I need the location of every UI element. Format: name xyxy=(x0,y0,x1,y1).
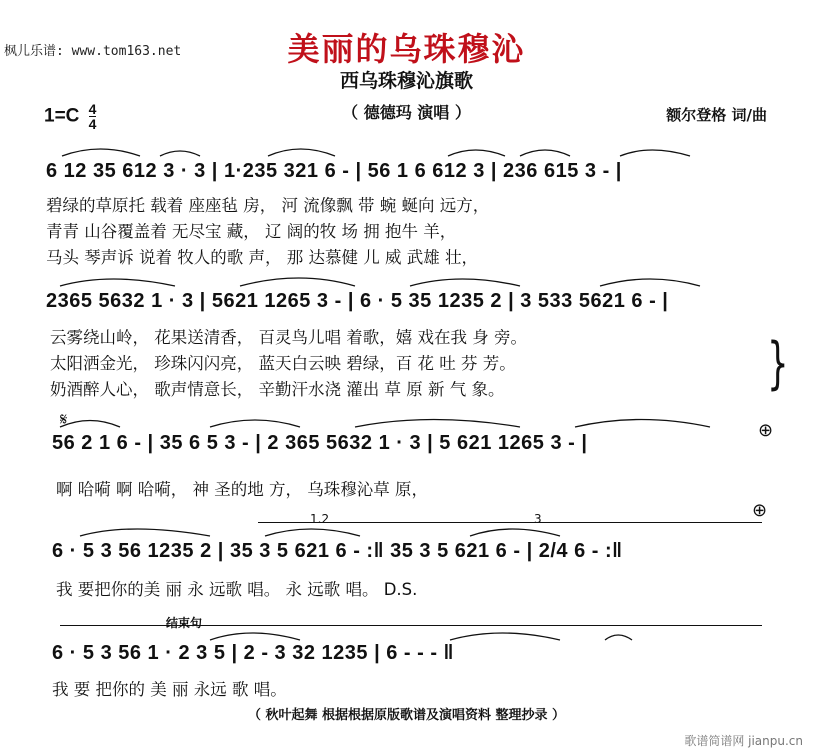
time-sig-bottom: 4 xyxy=(88,116,97,132)
source-label: 枫儿乐谱: www.tom163.net xyxy=(4,44,182,59)
song-title: 美丽的乌珠穆沁 xyxy=(287,30,526,68)
volta-1-2: 1.2 xyxy=(310,512,330,526)
lyrics-row-2-verse-2: 太阳洒金光， 珍珠闪闪亮， 蓝天白云映 碧绿，百 花 吐 芬 芳。 xyxy=(50,354,516,373)
notes-row-1: 6 12 35 612 3 · 3 | 1·235 321 6 - | 56 1 6 612 3 | 236 615 3 - | xyxy=(46,160,622,182)
ending-label: 结束句 xyxy=(166,616,203,630)
key-label: 1=C xyxy=(44,105,80,127)
watermark: 歌谱简谱网 jianpu.cn xyxy=(684,734,803,748)
verse-brace: } xyxy=(767,331,789,396)
song-subtitle: 西乌珠穆沁旗歌 xyxy=(339,70,473,92)
lyrics-row-4: 我 要把你的美 丽 永 远歌 唱。 永 远歌 唱。 D.S. xyxy=(56,580,418,599)
notes-row-2: 2365 5632 1 · 3 | 5621 1265 3 - | 6 · 5 35 1235 2 | 3 533 5621 6 - | xyxy=(46,290,669,312)
transcription-note: （ 秋叶起舞 根据根据原版歌谱及演唱资料 整理抄录 ） xyxy=(247,708,566,723)
composer-credit: 额尔登格 词/曲 xyxy=(666,106,767,124)
segno-icon: 𝄋 xyxy=(60,410,68,430)
singer-credit: （ 德德玛 演唱 ） xyxy=(342,103,471,122)
volta-line-2 xyxy=(462,522,762,523)
lyrics-row-2-verse-3: 奶酒醉人心， 歌声情意长， 辛勤汗水浇 灌出 草 原 新 气 象。 xyxy=(50,380,505,399)
lyrics-row-1-verse-2: 青青 山谷覆盖着 无尽宝 藏， 辽 阔的牧 场 拥 抱牛 羊， xyxy=(46,222,457,241)
notes-row-5: 6 · 5 3 56 1 · 2 3 5 | 2 - 3 32 1235 | 6 - - - ‖ xyxy=(52,642,455,664)
lyrics-row-1-verse-3: 马头 琴声诉 说着 牧人的歌 声， 那 达慕健 儿 威 武雄 壮， xyxy=(46,248,478,267)
volta-3: 3 xyxy=(534,512,542,526)
notes-row-4: 6 · 5 3 56 1235 2 | 35 3 5 621 6 - :‖ 35 3 5 621 6 - | 2/4 6 - :‖ xyxy=(52,540,623,562)
time-sig-top: 4 xyxy=(88,101,97,117)
lyrics-row-2-verse-1: 云雾绕山岭， 花果送清香， 百灵鸟儿唱 着歌，嬉 戏在我 身 旁。 xyxy=(50,328,527,347)
coda-icon: ⊕ xyxy=(758,420,774,441)
coda-icon-2: ⊕ xyxy=(752,500,768,521)
lyrics-row-3: 啊 哈嗬 啊 哈嗬， 神 圣的地 方， 乌珠穆沁草 原， xyxy=(56,480,428,499)
notes-row-3: 56 2 1 6 - | 35 6 5 3 - | 2 365 5632 1 · 3 | 5 621 1265 3 - | xyxy=(52,432,588,454)
lyrics-row-1-verse-1: 碧绿的草原托 载着 座座毡 房， 河 流像飘 带 蜿 蜒向 远方， xyxy=(46,196,490,215)
lyrics-row-5: 我 要 把你的 美 丽 永远 歌 唱。 xyxy=(52,680,287,699)
